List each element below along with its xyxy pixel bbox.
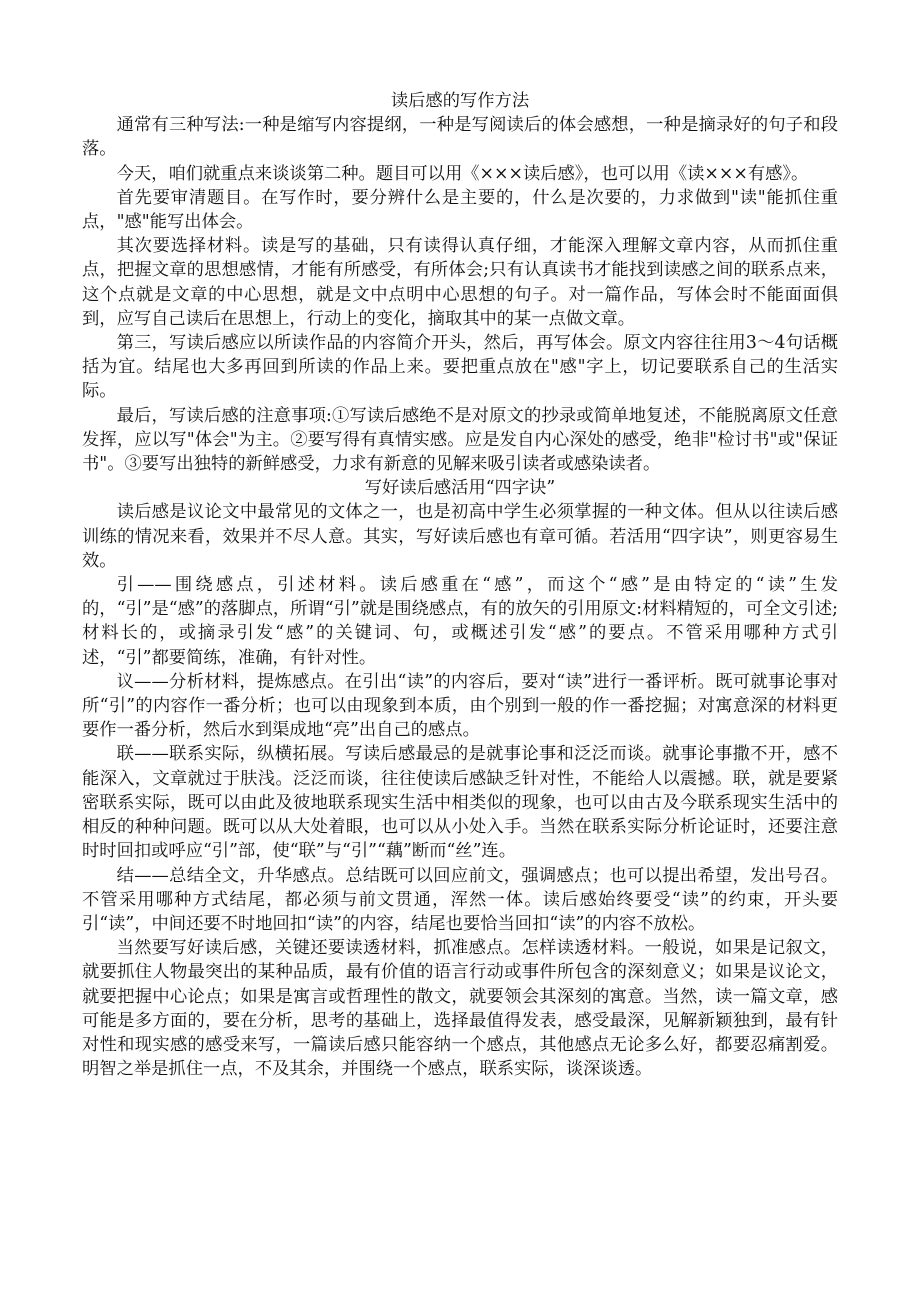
paragraph: 引——围绕感点，引述材料。读后感重在“感”，而这个“感”是由特定的“读”生发的，“引”是“感”的落脚点，所谓“引”就是围绕感点，有的放矢的引用原文:材料精短的，可全文引述;材料长的，或摘录引发“感”的关键词、句，或概述引发“感”的要点。不管采用哪种方式引述，“引”都要简练，准确，有针对性。 <box>82 575 838 668</box>
paragraph: 议——分析材料，提炼感点。在引出“读”的内容后，要对“读”进行一番评析。既可就事论事对所“引”的内容作一番分析；也可以由现象到本质，由个别到一般的作一番挖掘；对寓意深的材料更要作一番分析，然后水到渠成地“亮”出自己的感点。 <box>82 671 838 741</box>
paragraph: 当然要写好读后感，关键还要读透材料，抓准感点。怎样读透材料。一般说，如果是记叙文，就要抓住人物最突出的某种品质，最有价值的语言行动或事件所包含的深刻意义；如果是议论文，就要把握中心论点；如果是寓言或哲理性的散文，就要领会其深刻的寓意。当然，读一篇文章，感可能是多方面的，要在分析，思考的基础上，选择最值得发表，感受最深，见解新颖独到，最有针对性和现实感的感受来写，一篇读后感只能容纳一个感点，其他感点无论多么好，都要忍痛割爱。明智之举是抓住一点，不及其余，并围绕一个感点，联系实际，谈深谈透。 <box>82 938 838 1080</box>
paragraph: 读后感是议论文中最常见的文体之一，也是初高中学生必须掌握的一种文体。但从以往读后感训练的情况来看，效果并不尽人意。其实，写好读后感也有章可循。若活用“四字诀”，则更容易生效。 <box>82 502 838 571</box>
paragraph: 联——联系实际，纵横拓展。写读后感最忌的是就事论事和泛泛而谈。就事论事撒不开，感不能深入，文章就过于肤浅。泛泛而谈，往往使读后感缺乏针对性，不能给人以震撼。联，就是要紧密联系实际，既可以由此及彼地联系现实生活中相类似的现象，也可以由古及今联系现实生活中的相反的种种问题。既可以从大处着眼，也可以从小处入手。当然在联系实际分析论证时，还要注意时时回扣或呼应“引”部，使“联”与“引”“藕”断而“丝”连。 <box>82 744 838 862</box>
paragraph: 首先要审清题目。在写作时，要分辨什么是主要的，什么是次要的，力求做到"读"能抓住重点，"感"能写出体会。 <box>82 187 838 233</box>
paragraph: 结——总结全文，升华感点。总结既可以回应前文，强调感点；也可以提出希望，发出号召。不管采用哪种方式结尾，都必须与前文贯通，浑然一体。读后感始终要受“读”的约束，开头要引“读”，中间还要不时地回扣“读”的内容，结尾也要恰当回扣“读”的内容不放松。 <box>82 865 838 934</box>
document-page <box>82 84 838 1081</box>
paragraph: 今天，咱们就重点来谈谈第二种。题目可以用《×××读后感》，也可以用《读×××有感》。 <box>116 163 809 184</box>
document-title: 读后感的写作方法 <box>390 91 530 111</box>
paragraph: 通常有三种写法:一种是缩写内容提纲，一种是写阅读后的体会感想，一种是摘录好的句子和段落。 <box>82 115 838 160</box>
paragraph: 第三，写读后感应以所读作品的内容简介开头，然后，再写体会。原文内容往往用3～4句话概括为宜。结尾也大多再回到所读的作品上来。要把重点放在"感"字上，切记要联系自己的生活实际。 <box>82 333 838 402</box>
paragraph: 其次要选择材料。读是写的基础，只有读得认真仔细，才能深入理解文章内容，从而抓住重点，把握文章的思想感情，才能有所感受，有所体会;只有认真读书才能找到读感之间的联系点来，这个点就是文章的中心思想，就是文中点明中心思想的句子。对一篇作品，写体会时不能面面俱到，应写自己读后在思想上，行动上的变化，摘取其中的某一点做文章。 <box>82 236 838 329</box>
section-subtitle: 写好读后感活用“四字诀” <box>364 478 556 499</box>
paragraph: 最后，写读后感的注意事项:①写读后感绝不是对原文的抄录或简单地复述，不能脱离原文任意发挥，应以写"体会"为主。②要写得有真情实感。应是发自内心深处的感受，绝非"检讨书"或"保证书"。③要写出独特的新鲜感受，力求有新意的见解来吸引读者或感染读者。 <box>82 405 838 475</box>
